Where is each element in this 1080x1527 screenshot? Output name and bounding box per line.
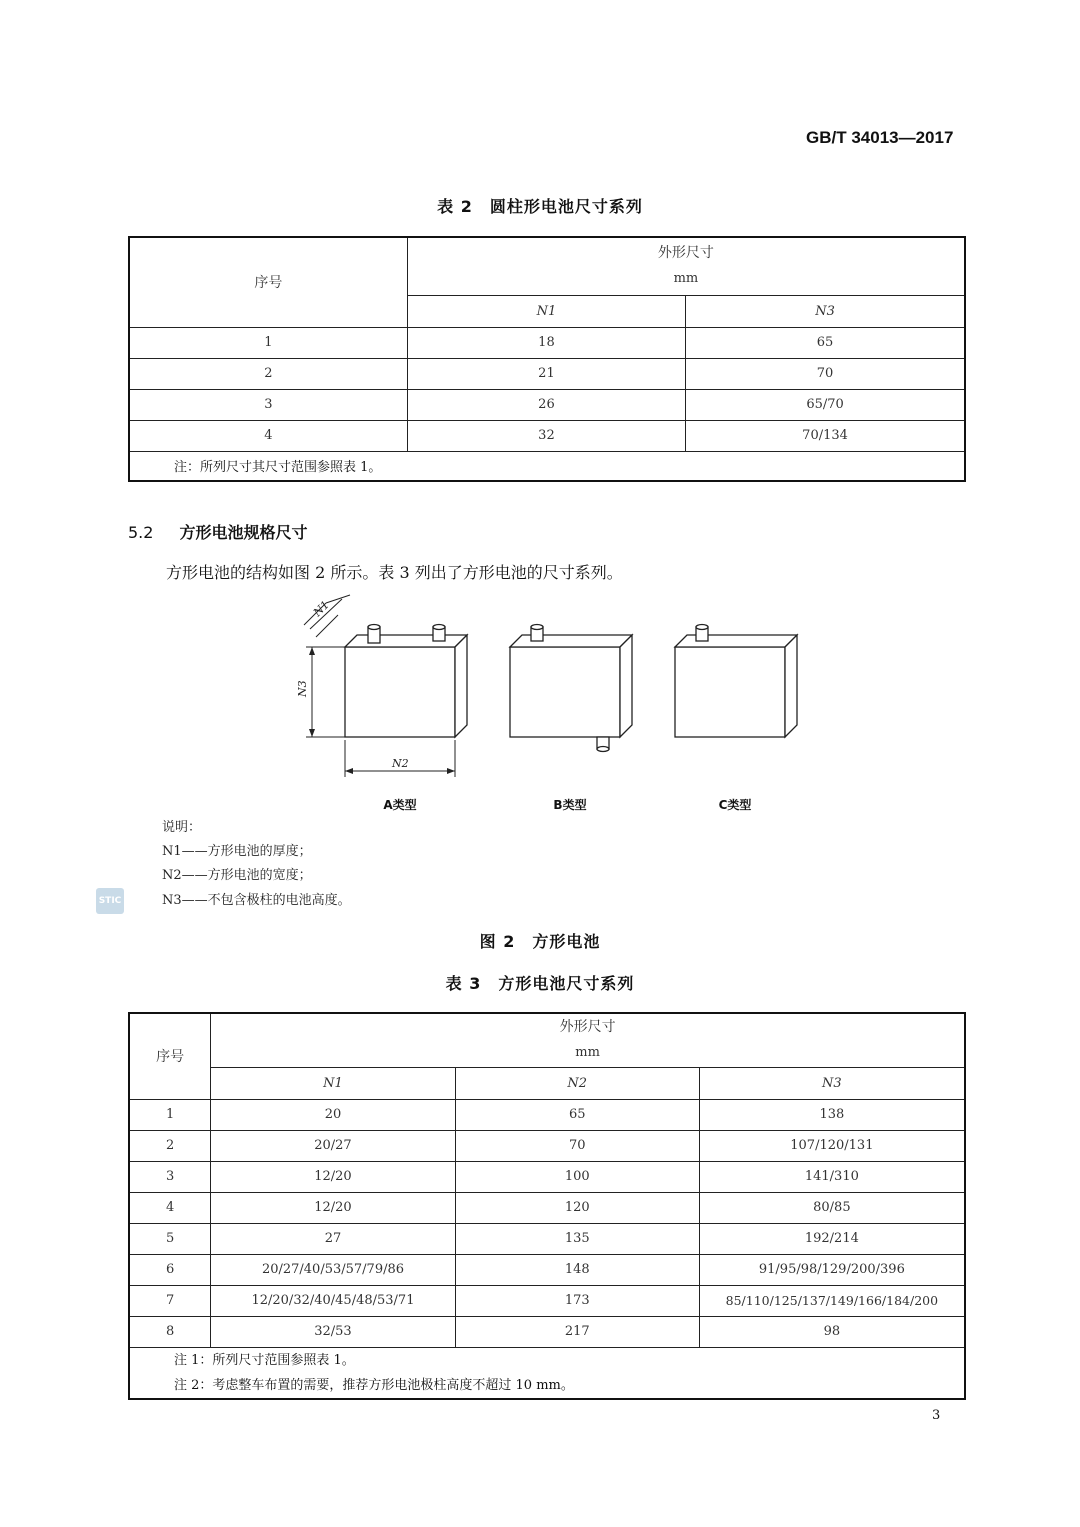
terminal-post (696, 625, 708, 642)
legend-item-n3: N3——不包含极柱的电池高度。 (162, 893, 351, 908)
table2-header-group (407, 237, 965, 295)
table3-notes (129, 1347, 965, 1399)
cell-n1: 18 (407, 327, 685, 358)
table-row (129, 1130, 965, 1161)
table2-header-group-label: 外形尺寸 (657, 245, 714, 262)
table-row (129, 1316, 965, 1347)
cell-seq: 1 (129, 1099, 211, 1130)
table3-header-unit: mm (575, 1045, 600, 1061)
cell-n2: 120 (455, 1192, 699, 1223)
cell-n1: 20/27 (211, 1130, 456, 1161)
table3-header-n3: N3 (699, 1067, 965, 1099)
cell-n1: 27 (211, 1223, 456, 1254)
table-row (129, 327, 965, 358)
table2 (128, 236, 966, 482)
cell-n1: 21 (407, 358, 685, 389)
cell-n2: 65 (455, 1099, 699, 1130)
table3-header-n1: N1 (211, 1067, 456, 1099)
cell-n1: 12/20 (211, 1161, 456, 1192)
cell-seq: 2 (129, 358, 407, 389)
dim-label-n2: N2 (392, 757, 409, 770)
table2-header-n3: N3 (686, 295, 965, 327)
legend-item-n2: N2——方形电池的宽度； (162, 868, 312, 883)
cell-seq: 6 (129, 1254, 211, 1285)
table-row (129, 1254, 965, 1285)
table2-header-seq: 序号 (129, 237, 407, 327)
cell-n2: 148 (455, 1254, 699, 1285)
dim-label-n1: N1 (310, 598, 332, 620)
label-type-b: B类型 (553, 798, 587, 812)
table3-header-n2: N2 (455, 1067, 699, 1099)
table2-header-unit: mm (673, 271, 699, 287)
terminal-post (368, 625, 380, 644)
label-type-c: C类型 (718, 798, 752, 812)
table3-header-group (211, 1013, 965, 1067)
cell-seq: 4 (129, 420, 407, 451)
cell-n2: 173 (455, 1285, 699, 1316)
table-row (129, 1192, 965, 1223)
page-number: 3 (932, 1408, 941, 1423)
cell-n1: 32 (407, 420, 685, 451)
cell-seq: 3 (129, 389, 407, 420)
cell-n3: 91/95/98/129/200/396 (699, 1254, 965, 1285)
section-heading (128, 520, 307, 543)
label-type-a: A类型 (383, 798, 417, 812)
cell-n1: 20 (211, 1099, 456, 1130)
section-title: 方形电池规格尺寸 (179, 523, 308, 542)
watermark-logo: STIC (96, 888, 124, 914)
table2-caption: 表 2 圆柱形电池尺寸系列 (437, 197, 643, 216)
table-row (129, 1223, 965, 1254)
table-row (129, 1285, 965, 1316)
table-row (129, 420, 965, 451)
cell-seq: 7 (129, 1285, 211, 1316)
table3 (128, 1012, 966, 1400)
cell-n2: 100 (455, 1161, 699, 1192)
legend-title: 说明： (162, 820, 202, 835)
terminal-post-bottom (597, 737, 609, 752)
battery-type-a (345, 625, 467, 738)
cell-n2: 135 (455, 1223, 699, 1254)
cell-n3: 85/110/125/137/149/166/184/200 (699, 1285, 965, 1316)
cell-n3: 70 (686, 358, 965, 389)
standard-number: GB/T 34013—2017 (806, 128, 954, 147)
cell-n3: 65 (686, 327, 965, 358)
cell-n1: 12/20/32/40/45/48/53/71 (211, 1285, 456, 1316)
cell-n1: 20/27/40/53/57/79/86 (211, 1254, 456, 1285)
table2-note: 注：所列尺寸其尺寸范围参照表 1。 (129, 451, 965, 481)
battery-type-b (510, 625, 632, 752)
table3-caption: 表 3 方形电池尺寸系列 (445, 974, 635, 993)
table-row (129, 389, 965, 420)
cell-n1: 12/20 (211, 1192, 456, 1223)
cell-n3: 141/310 (699, 1161, 965, 1192)
cell-seq: 8 (129, 1316, 211, 1347)
table-row (129, 1161, 965, 1192)
cell-seq: 3 (129, 1161, 211, 1192)
cell-n3: 80/85 (699, 1192, 965, 1223)
terminal-post (531, 625, 543, 642)
cell-n2: 217 (455, 1316, 699, 1347)
section-number: 5.2 (128, 523, 154, 542)
cell-seq: 2 (129, 1130, 211, 1161)
table3-header-group-label: 外形尺寸 (559, 1019, 616, 1036)
terminal-post (433, 625, 445, 642)
battery-type-c (675, 625, 797, 738)
legend-item-n1: N1——方形电池的厚度； (162, 844, 312, 859)
cell-seq: 5 (129, 1223, 211, 1254)
cell-n3: 65/70 (686, 389, 965, 420)
cell-n1: 26 (407, 389, 685, 420)
table3-note-1: 注 1：所列尺寸范围参照表 1。 (174, 1352, 355, 1368)
cell-n3: 107/120/131 (699, 1130, 965, 1161)
table-row (129, 358, 965, 389)
cell-n2: 70 (455, 1130, 699, 1161)
table2-header-n1: N1 (407, 295, 685, 327)
figure2-diagram (290, 585, 820, 820)
table-row (129, 1099, 965, 1130)
body-paragraph: 方形电池的结构如图 2 所示。表 3 列出了方形电池的尺寸系列。 (166, 563, 623, 582)
cell-n3: 98 (699, 1316, 965, 1347)
cell-n3: 70/134 (686, 420, 965, 451)
cell-n3: 138 (699, 1099, 965, 1130)
cell-n3: 192/214 (699, 1223, 965, 1254)
dim-label-n3: N3 (296, 680, 309, 697)
cell-seq: 4 (129, 1192, 211, 1223)
table3-header-seq: 序号 (129, 1013, 211, 1099)
cell-n1: 32/53 (211, 1316, 456, 1347)
cell-seq: 1 (129, 327, 407, 358)
table3-note-2: 注 2：考虑整车布置的需要，推荐方形电池极柱高度不超过 10 mm。 (174, 1377, 574, 1393)
figure2-caption: 图 2 方形电池 (479, 932, 601, 951)
